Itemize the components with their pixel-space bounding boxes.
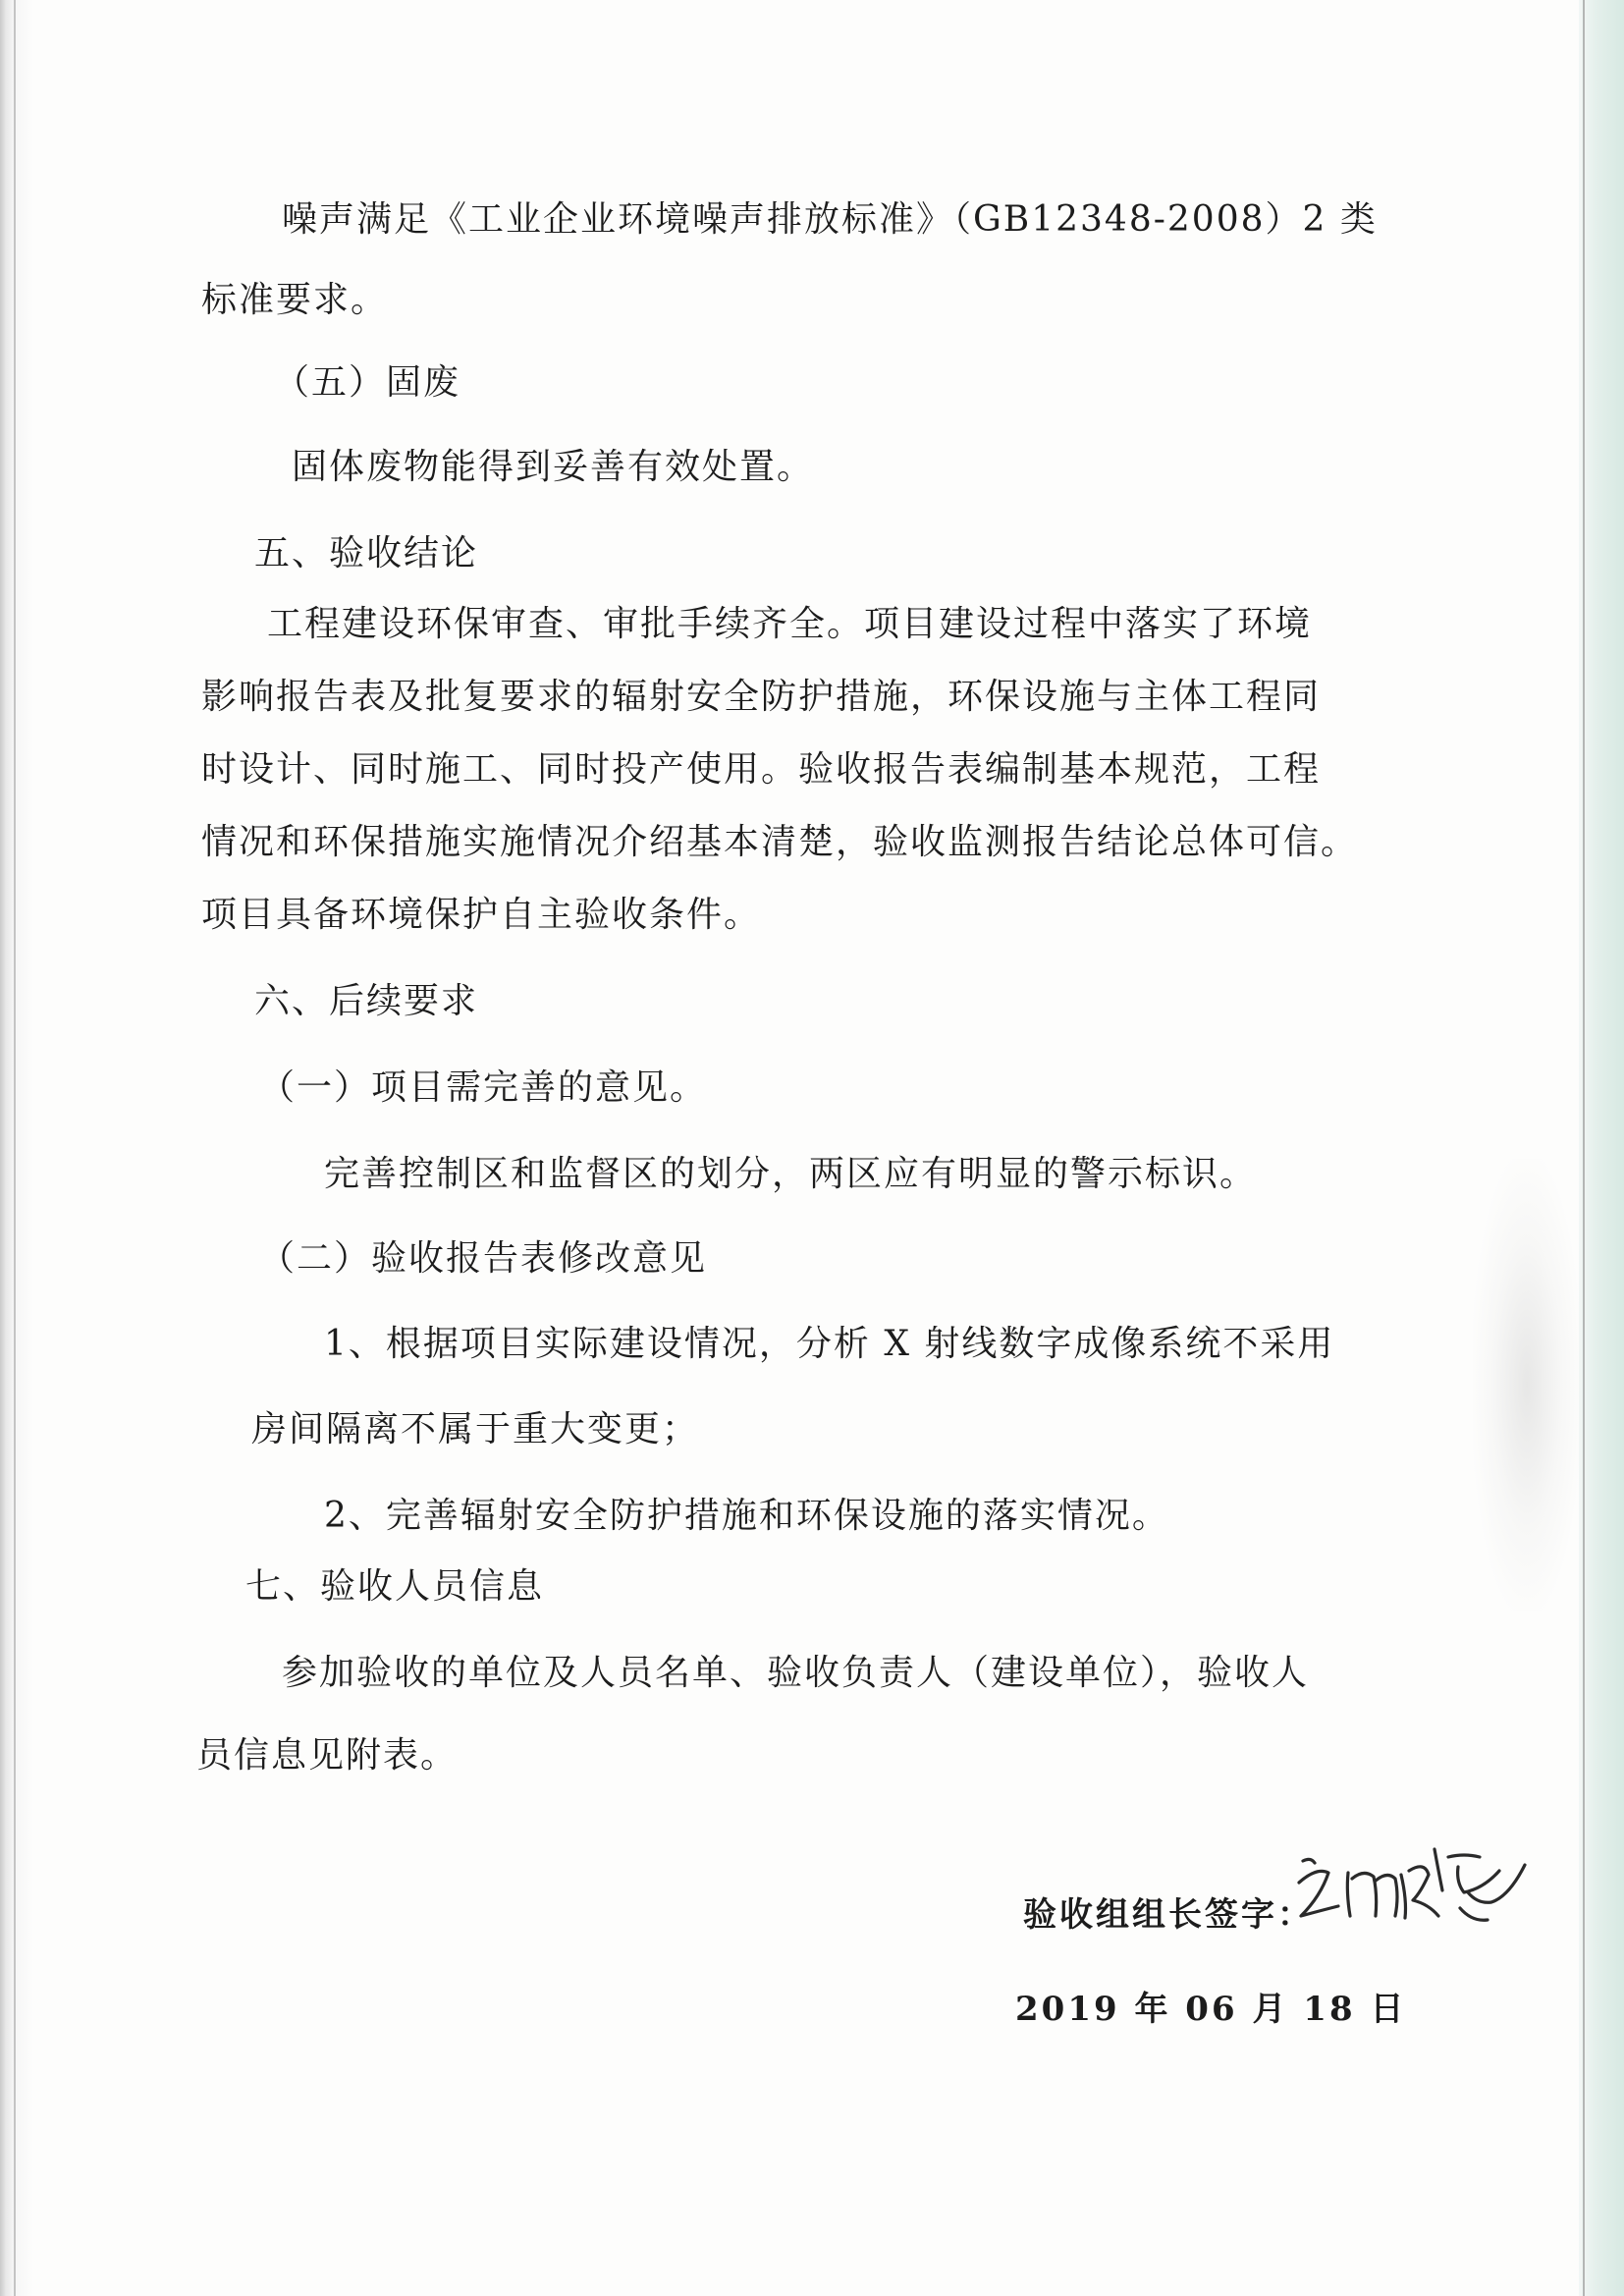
section-heading: 五、验收结论 xyxy=(254,533,479,574)
text-line: 项目具备环境保护自主验收条件。 xyxy=(201,895,762,935)
scan-right-edge-line xyxy=(1583,0,1585,2296)
scan-left-edge-line xyxy=(14,0,16,2296)
text-line: 参加验收的单位及人员名单、验收负责人（建设单位），验收人 xyxy=(282,1653,1310,1693)
text-line: 标准要求。 xyxy=(201,280,389,320)
section-heading: 六、后续要求 xyxy=(254,981,479,1021)
scan-bleed-through xyxy=(1473,1159,1581,1611)
text-line: 工程建设环保审查、审批手续齐全。项目建设过程中落实了环境 xyxy=(267,604,1313,644)
text-line: 影响报告表及批复要求的辐射安全防护措施，环保设施与主体工程同 xyxy=(201,677,1322,717)
text-line: 房间隔离不属于重大变更； xyxy=(251,1409,700,1449)
scan-left-edge xyxy=(0,0,33,2296)
text-line: 噪声满足《工业企业环境噪声排放标准》（GB12348-2008）2 类 xyxy=(282,199,1378,240)
text-line: 固体废物能得到妥善有效处置。 xyxy=(292,447,815,487)
date: 2019 年 06 月 18 日 xyxy=(1015,1990,1407,2029)
section-heading: 七、验收人员信息 xyxy=(245,1566,545,1607)
text-line: 2、完善辐射安全防护措施和环保设施的落实情况。 xyxy=(324,1496,1169,1536)
signature-label: 验收组组长签字： xyxy=(1023,1895,1314,1935)
text-line: 时设计、同时施工、同时投产使用。验收报告表编制基本规范，工程 xyxy=(201,749,1322,790)
scan-right-edge xyxy=(1579,0,1624,2296)
handwritten-signature xyxy=(1291,1831,1537,1940)
subsection-heading: （一）项目需完善的意见。 xyxy=(259,1067,708,1108)
text-line: 1、根据项目实际建设情况，分析 X 射线数字成像系统不采用 xyxy=(324,1324,1335,1364)
text-line: 完善控制区和监督区的划分，两区应有明显的警示标识。 xyxy=(324,1154,1258,1194)
text-line: 员信息见附表。 xyxy=(196,1735,459,1776)
subsection-heading: （二）验收报告表修改意见 xyxy=(259,1238,708,1279)
text-line: 情况和环保措施实施情况介绍基本清楚，验收监测报告结论总体可信。 xyxy=(201,822,1359,862)
section-heading: （五）固废 xyxy=(274,362,461,403)
